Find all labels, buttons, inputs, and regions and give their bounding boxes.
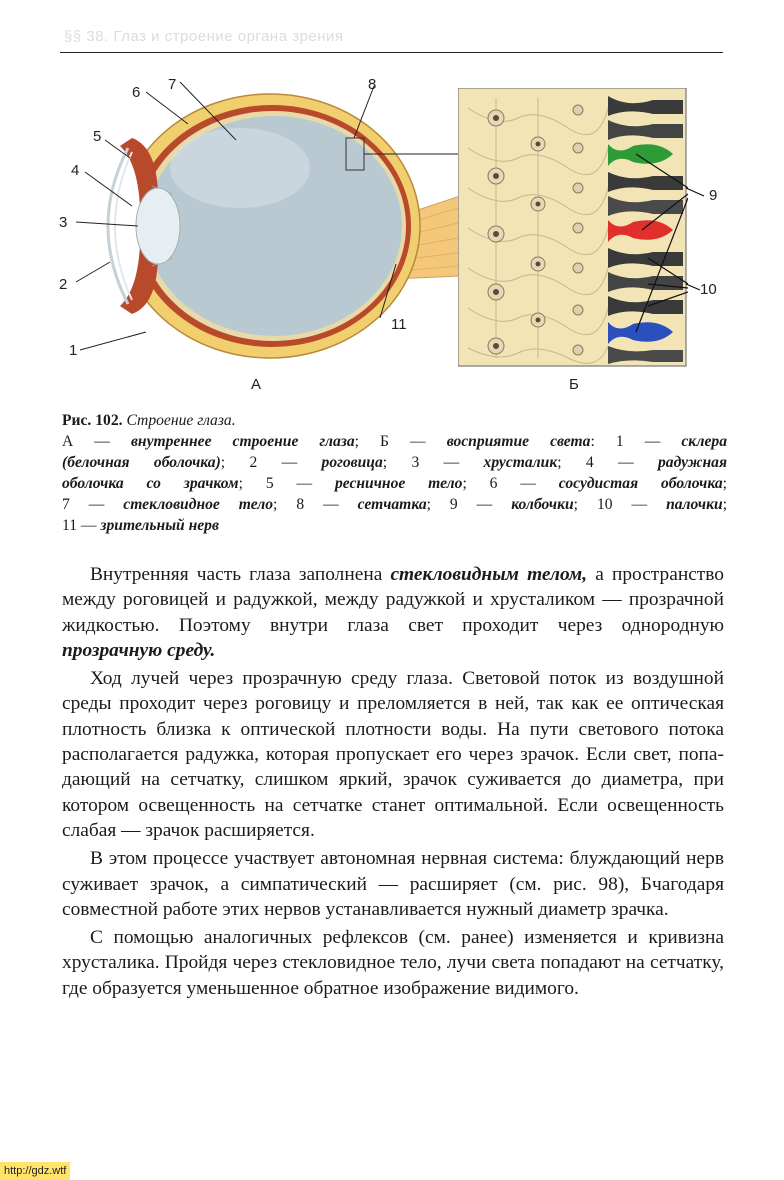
callout-8: 8 bbox=[368, 76, 377, 93]
paragraph-4 bbox=[62, 925, 724, 1001]
caption-term: оболочка со зрачком bbox=[62, 475, 239, 492]
caption-term: восприятие света bbox=[446, 433, 591, 450]
caption-line-6 bbox=[62, 515, 727, 536]
caption-term: палочки bbox=[666, 496, 723, 513]
caption-text: ; 5 — bbox=[238, 475, 335, 492]
watermark-link[interactable]: http://gdz.wtf bbox=[0, 1162, 70, 1180]
paragraph-text: . Световой поток из воздушной среды проходит через роговицу и преломляется в ней, так как ее оптическая плотность близка к оптической плотности воды bbox=[62, 668, 724, 740]
caption-text: ; 6 — bbox=[462, 475, 559, 492]
callout-9: 9 bbox=[709, 187, 718, 204]
caption-text: ; 10 — bbox=[573, 496, 667, 513]
paragraph-text: а пространство между роговицей и радужкой, между радужкой и хрусталиком — прозрачной жидкостью. Поэтому внутри глаза свет проходит через однородную bbox=[62, 564, 724, 636]
caption-text: ; bbox=[722, 475, 727, 492]
caption-term: (белочная оболочка) bbox=[62, 454, 221, 471]
callout-2: 2 bbox=[59, 276, 68, 293]
caption-term: хрусталик bbox=[483, 454, 558, 471]
callout-3: 3 bbox=[59, 214, 68, 231]
key-term: прозрачную среду. bbox=[62, 639, 216, 661]
caption-text: : 1 — bbox=[590, 433, 682, 450]
lens bbox=[136, 188, 180, 264]
paragraph-text: . На пути светового потока располагается радужка, которая пропускает его через зрачок. Если свет, попадающий на сетчатку, слишком яркий, зрачок суживается до диаметра, при котором освещенность на сетчатке станет оптимальной. Если освещенность слабая — зрачок расширяется. bbox=[62, 718, 724, 841]
caption-text: ; Б — bbox=[354, 433, 447, 450]
header-rule bbox=[60, 52, 723, 53]
paragraph-text: Внутренняя часть глаза заполнена bbox=[90, 564, 391, 585]
caption-term: сетчатка bbox=[357, 496, 427, 513]
caption-text: 7 — bbox=[62, 496, 124, 513]
caption-text: ; 4 — bbox=[557, 454, 658, 471]
caption-text: ; 9 — bbox=[426, 496, 512, 513]
caption-line-4 bbox=[62, 473, 727, 494]
caption-line-1 bbox=[62, 410, 727, 431]
caption-text: ; 3 — bbox=[382, 454, 484, 471]
paragraph-text: Ход лучей через прозрачную среду глаза bbox=[90, 668, 449, 690]
caption-line-3 bbox=[62, 452, 727, 473]
callout-11: 11 bbox=[391, 316, 407, 333]
paragraph-text: . Пройдя через стекловидное тело, лучи света попадают на сетчатку, где образуется уменьшенное обратное изображение видимого. bbox=[62, 952, 724, 999]
paragraph-2 bbox=[62, 666, 724, 843]
caption-text: А — bbox=[62, 433, 131, 450]
caption-term: склера bbox=[681, 433, 727, 450]
callout-1: 1 bbox=[69, 342, 78, 359]
figure-number: Рис. 102. bbox=[62, 412, 123, 429]
callout-10: 10 bbox=[700, 281, 717, 298]
caption-term: радужная bbox=[658, 454, 727, 471]
paragraph-3: В этом процессе участвует автономная нервная система: блуждающий нерв суживает зрачок, а симпатический — расширяет (см. рис. 98), Бчагодаря совместной работе этих нервов устанавливается нужный диаметр зрачка. bbox=[62, 848, 724, 920]
caption-term: внутреннее строение глаза bbox=[130, 433, 355, 450]
callout-5: 5 bbox=[93, 128, 102, 145]
paragraph-1 bbox=[62, 562, 724, 663]
figure-label-b: Б bbox=[569, 376, 579, 393]
caption-line-2 bbox=[62, 431, 727, 452]
caption-term: сосудистая оболочка bbox=[558, 475, 723, 492]
running-head: §§ 38. Глаз и строение органа зрения bbox=[64, 28, 344, 45]
caption-term: зрительный нерв bbox=[100, 517, 219, 534]
paragraph-text: С помощью аналогичных рефлексов (см. ранее) изменяется и кривизна хрусталика bbox=[62, 927, 724, 974]
caption-term: колбочки bbox=[511, 496, 574, 513]
callout-7: 7 bbox=[168, 76, 177, 93]
figure-title: Строение глаза. bbox=[126, 412, 236, 429]
figure-caption bbox=[62, 410, 727, 536]
caption-text: ; bbox=[722, 496, 728, 513]
caption-line-5 bbox=[62, 494, 727, 515]
key-term: стекловидным телом, bbox=[390, 564, 588, 585]
figure-label-a: А bbox=[251, 376, 262, 393]
caption-text: ; 2 — bbox=[220, 454, 322, 471]
caption-term: роговица bbox=[321, 454, 383, 471]
caption-term: стекловидное тело bbox=[123, 496, 274, 513]
caption-term: ресничное тело bbox=[334, 475, 463, 492]
caption-text: 11 — bbox=[62, 517, 101, 534]
callout-4: 4 bbox=[71, 162, 80, 179]
caption-text: ; 8 — bbox=[273, 496, 358, 513]
body-text bbox=[62, 562, 724, 1004]
callout-6: 6 bbox=[132, 84, 141, 101]
retina-diagram bbox=[458, 88, 688, 368]
